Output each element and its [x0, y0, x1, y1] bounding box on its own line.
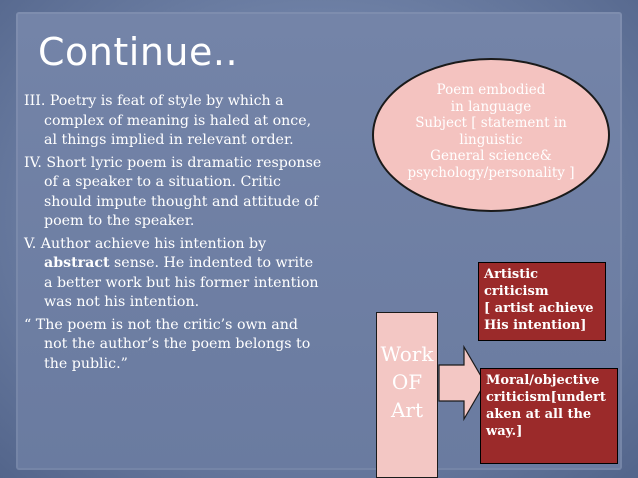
slide-title: Continue.. [38, 30, 239, 74]
body-text [24, 92, 324, 377]
right-arrow-icon [438, 345, 486, 421]
box1-line: criticism [484, 284, 549, 299]
box1-line: Artistic [484, 267, 539, 282]
work-line: Work [380, 342, 434, 366]
ellipse-line: General science& [430, 148, 552, 164]
paragraph-v-text-end: sense. He indented to write a better work but his former intention was not his intention. [44, 255, 319, 310]
quote-paragraph [24, 316, 324, 375]
work-line: Art [390, 398, 424, 422]
paragraph-v [24, 235, 324, 313]
quote-text: “ The poem is not the critic’s own and not the author’s the poem belongs to the public.” [24, 316, 311, 372]
work-of-art-label [376, 340, 438, 424]
ellipse-line: Poem embodied [436, 82, 546, 98]
work-line: OF [391, 370, 423, 394]
ellipse-line: psychology/personality ] [407, 164, 575, 181]
box1-line: [ artist achieve [484, 301, 594, 316]
ellipse-line: linguistic [459, 131, 523, 148]
paragraph-iv [24, 154, 324, 232]
box1-line: His intention] [484, 318, 587, 333]
paragraph-iii-text: III. Poetry is feat of style by which a complex of meaning is haled at once, al things implied in relevant order. [24, 93, 312, 148]
bold-abstract: abstract [44, 255, 110, 271]
box2-line: way.] [486, 424, 523, 439]
ellipse-line: Subject [ statement in [415, 115, 567, 131]
moral-criticism-box [480, 368, 618, 464]
paragraph-iii [24, 92, 324, 151]
box2-line: criticism[undert [486, 390, 606, 405]
poem-ellipse-text [380, 82, 602, 181]
artistic-criticism-box [478, 262, 606, 341]
paragraph-iv-text: IV. Short lyric poem is dramatic response of a speaker to a situation. Critic should impute thought and attitude of poem to the speaker. [24, 154, 322, 229]
box2-line: aken at all the [486, 407, 592, 422]
paragraph-v-text: V. Author achieve his intention by [24, 235, 267, 252]
box2-line: Moral/objective [486, 373, 600, 388]
ellipse-line: in language [450, 98, 532, 115]
